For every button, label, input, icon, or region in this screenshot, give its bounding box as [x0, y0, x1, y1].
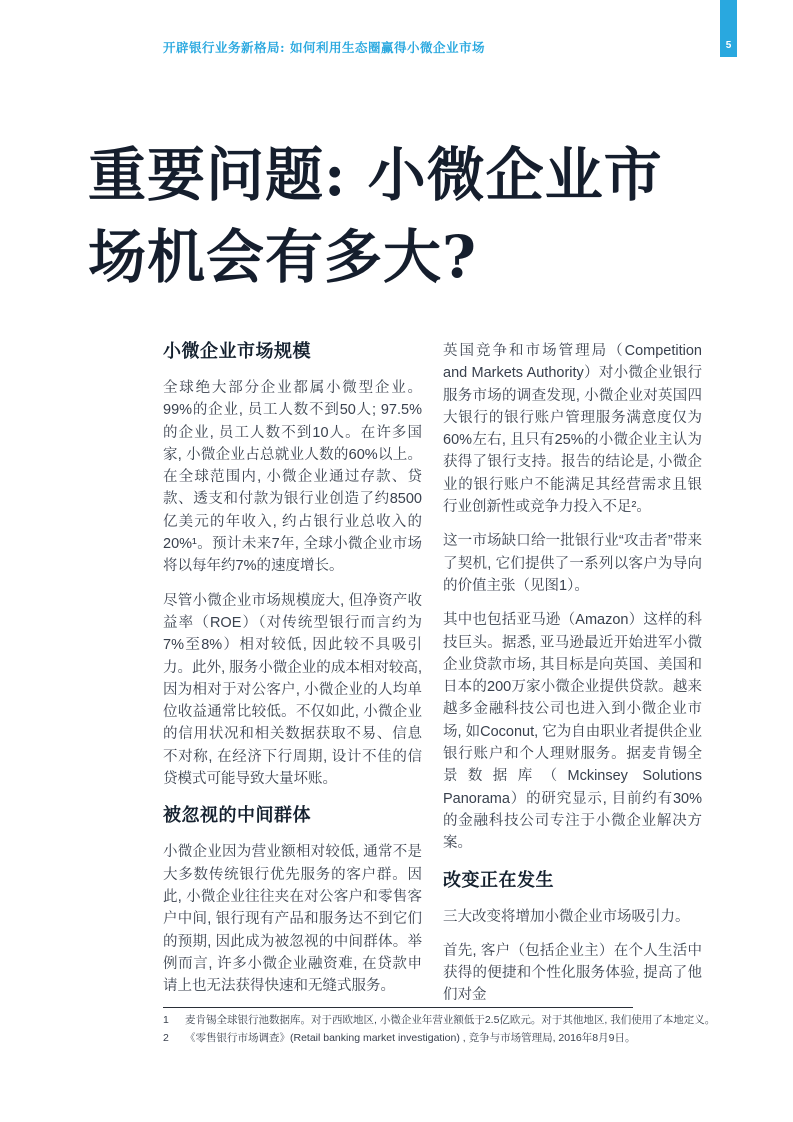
paragraph: 其中也包括亚马逊（Amazon）这样的科技巨头。据悉, 亚马逊最近开始进军小微企业贷款市场, 其目标是向英国、美国和日本的200万家小微企业提供贷款。越来越多金融科技公司也进入到小微企业市场, 如Coconut, 它为自由职业者提供企业银行账户和个人理财服务。据麦肯锡全景数据库（Mckinsey Solutions Panorama）的研究显示, 目前约有30%的金融科技公司专注于小微企业解决方案。	[443, 612, 702, 852]
paragraph: 首先, 客户（包括企业主）在个人生活中获得的便捷和个性化服务体验, 提高了他们对金	[443, 942, 702, 1004]
paragraph: 三大改变将增加小微企业市场吸引力。	[443, 908, 690, 925]
page-number-tab	[720, 0, 737, 57]
page-title-line1: 重要问题: 小微企业市	[88, 141, 663, 209]
footnote-text: 《零售银行市场调查》(Retail banking market investigation) , 竞争与市场管理局, 2016年8月9日。	[185, 1031, 636, 1044]
right-column	[443, 340, 702, 1019]
section-heading-ignored-middle: 被忽视的中间群体	[163, 805, 311, 827]
footnote-number: 2	[163, 1031, 169, 1044]
footnote-number: 1	[163, 1014, 169, 1026]
footnote-text: 麦肯锡全球银行池数据库。对于西欧地区, 小微企业年营业额低于2.5亿欧元。对于其他地区, 我们使用了本地定义。	[185, 1014, 716, 1026]
paragraph: 全球绝大部分企业都属小微型企业。99%的企业, 员工人数不到50人; 97.5%的企业, 员工人数不到10人。在许多国家, 小微企业占总就业人数的60%以上。在全球范围内, 小微企业通过存款、贷款、透支和付款为银行业创造了约8500亿美元的年收入, 约占银行业总收入的20%¹。预计未来7年, 全球小微企业市场将以每年约7%的速度增长。	[163, 380, 422, 575]
paragraph: 英国竞争和市场管理局（Competition and Markets Authority）对小微企业银行服务市场的调查发现, 小微企业对英国四大银行的银行账户管理服务满意度仅为60%左右, 且只有25%的小微企业主认为获得了银行支持。报告的结论是, 小微企业的银行账户不能满足其经营需求且银行业创新性或竞争力投入不足²。	[443, 343, 702, 516]
paragraph: 小微企业因为营业额相对较低, 通常不是大多数传统银行优先服务的客户群。因此, 小微企业往往夹在对公客户和零售客户中间, 银行现有产品和服务达不到它们的预期, 因此成为被忽视的中间群体。举例而言, 许多小微企业融资难, 在贷款申请上也无法获得快速和无缝式服务。	[163, 844, 422, 995]
page-title	[88, 134, 728, 298]
running-header-title: 开辟银行业务新格局: 如何利用生态圈赢得小微企业市场	[163, 40, 485, 55]
paragraph: 这一市场缺口给一批银行业“攻击者”带来了契机, 它们提供了一系列以客户为导向的价值主张（见图1）。	[443, 533, 702, 594]
page-number: 5	[725, 40, 732, 51]
footnote-divider	[163, 1007, 633, 1008]
footnote-1	[163, 1012, 723, 1030]
paragraph: 尽管小微企业市场规模庞大, 但净资产收益率（ROE）（对传统型银行而言约为7%至8%）相对较低, 因此较不具吸引力。此外, 服务小微企业的成本相对较高, 因为相对于对公客户, 小微企业的人均单位收益通常比较低。不仅如此, 小微企业的信用状况和相关数据获取不易、信息不对称, 在经济下行周期, 设计不佳的信贷模式可能导致大量坏账。	[163, 592, 422, 788]
section-heading-market-size: 小微企业市场规模	[163, 341, 311, 362]
section-heading-change-happening: 改变正在发生	[443, 869, 554, 891]
footnote-2	[163, 1030, 723, 1048]
page-title-line2: 场机会有多大?	[88, 223, 477, 291]
footnotes	[163, 1012, 723, 1047]
left-column	[163, 340, 422, 1009]
